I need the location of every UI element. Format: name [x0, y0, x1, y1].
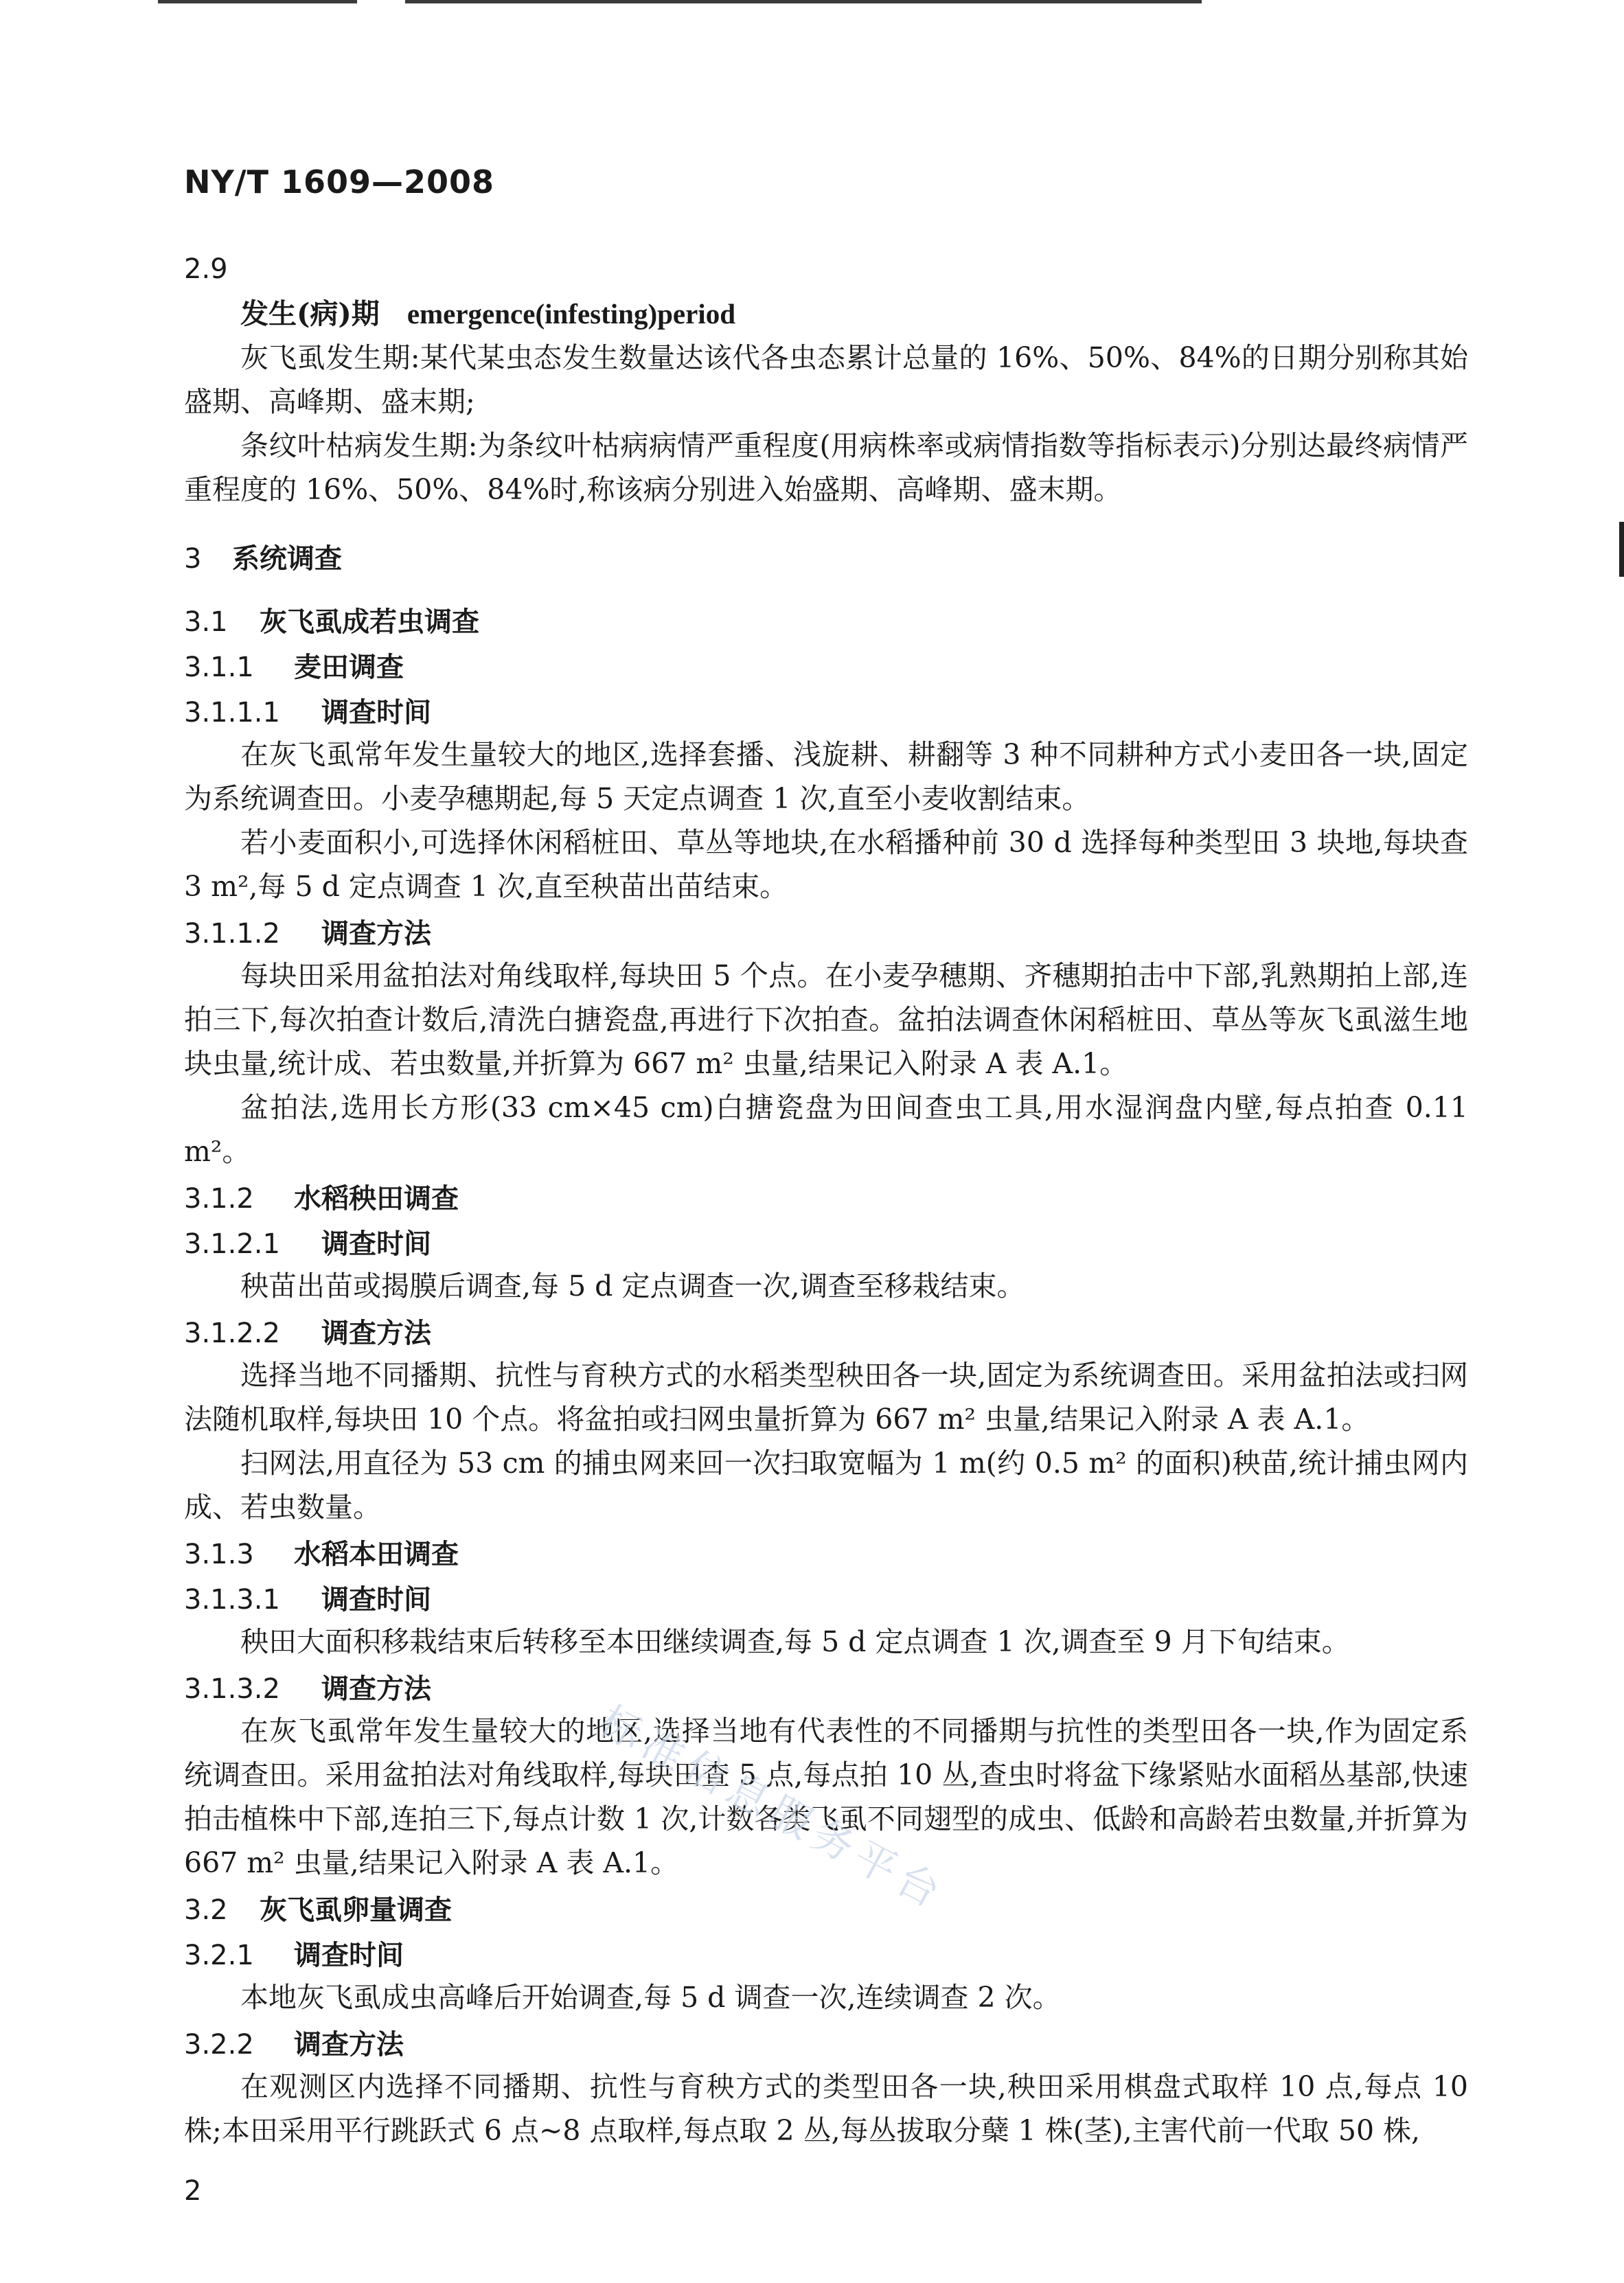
top-rule-right	[405, 0, 1202, 3]
paragraph: 选择当地不同播期、抗性与育秧方式的水稻类型秧田各一块,固定为系统调查田。采用盆拍法或扫网法随机取样,每块田 10 个点。将盆拍或扫网虫量折算为 667 m² 虫量,结果记入附录 A 表 A.1。	[184, 1359, 1468, 1436]
paragraph: 秧田大面积移栽结束后转移至本田继续调查,每 5 d 定点调查 1 次,调查至 9 月下旬结束。	[240, 1625, 1350, 1658]
paragraph: 若小麦面积小,可选择休闲稻桩田、草丛等地块,在水稻播种前 30 d 选择每种类型田 3 块地,每块查 3 m²,每 5 d 定点调查 1 次,直至秧苗出苗结束。	[184, 826, 1468, 903]
section-3-1-2-2-heading: 3.1.2.2 调查方法	[184, 1318, 431, 1349]
paragraph: 在灰飞虱常年发生量较大的地区,选择当地有代表性的不同播期与抗性的类型田各一块,作为固定系统调查田。采用盆拍法对角线取样,每块田查 5 点,每点拍 10 丛,查虫时将盆下缘紧贴水面稻丛基部,快速拍击植株中下部,连拍三下,每点计数 1 次,计数各类飞虱不同翅型的成虫、低龄和高龄若虫数量,并折算为 667 m² 虫量,结果记入附录 A 表 A.1。	[184, 1714, 1468, 1879]
section-3-1-3-heading: 3.1.3 水稻本田调查	[184, 1539, 459, 1570]
paragraph: 本地灰飞虱成虫高峰后开始调查,每 5 d 调查一次,连续调查 2 次。	[240, 1981, 1061, 2014]
section-3-1-1-1-heading: 3.1.1.1 调查时间	[184, 697, 431, 729]
paragraph: 扫网法,用直径为 53 cm 的捕虫网来回一次扫取宽幅为 1 m(约 0.5 m² 的面积)秧苗,统计捕虫网内成、若虫数量。	[184, 1447, 1468, 1524]
section-3-2-heading: 3.2 灰飞虱卵量调查	[184, 1894, 452, 1926]
section-3-1-3-1-heading: 3.1.3.1 调查时间	[184, 1584, 431, 1616]
section-3-1-heading: 3.1 灰飞虱成若虫调查	[184, 606, 479, 638]
paragraph: 条纹叶枯病发生期:为条纹叶枯病病情严重程度(用病株率或病情指数等指标表示)分别达最终病情严重程度的 16%、50%、84%时,称该病分别进入始盛期、高峰期、盛末期。	[184, 429, 1468, 506]
scan-edge-mark	[1619, 522, 1624, 577]
term-heading: 发生(病)期 emergence(infesting)period	[240, 297, 735, 330]
section-3-2-1-heading: 3.2.1 调查时间	[184, 1940, 404, 1971]
section-3-1-2-heading: 3.1.2 水稻秧田调查	[184, 1183, 459, 1215]
section-3-heading: 3 系统调查	[184, 543, 342, 575]
section-2-9-number: 2.9	[184, 253, 228, 285]
section-3-1-2-1-heading: 3.1.2.1 调查时间	[184, 1228, 431, 1260]
paragraph: 灰飞虱发生期:某代某虫态发生数量达该代各虫态累计总量的 16%、50%、84%的日期分别称其始盛期、高峰期、盛末期;	[184, 341, 1468, 418]
section-3-2-2-heading: 3.2.2 调查方法	[184, 2029, 404, 2061]
paragraph: 在灰飞虱常年发生量较大的地区,选择套播、浅旋耕、耕翻等 3 种不同耕种方式小麦田各一块,固定为系统调查田。小麦孕穗期起,每 5 天定点调查 1 次,直至小麦收割结束。	[184, 738, 1468, 815]
top-rule-left	[158, 0, 357, 3]
paragraph: 秧苗出苗或揭膜后调查,每 5 d 定点调查一次,调查至移栽结束。	[240, 1270, 1025, 1303]
paragraph: 盆拍法,选用长方形(33 cm×45 cm)白搪瓷盘为田间查虫工具,用水湿润盘内壁,每点拍查 0.11 m²。	[184, 1091, 1468, 1168]
paragraph: 每块田采用盆拍法对角线取样,每块田 5 个点。在小麦孕穗期、齐穗期拍击中下部,乳熟期拍上部,连拍三下,每次拍查计数后,清洗白搪瓷盘,再进行下次拍查。盆拍法调查休闲稻桩田、草丛等灰飞虱滋生地块虫量,统计成、若虫数量,并折算为 667 m² 虫量,结果记入附录 A 表 A.1。	[184, 959, 1468, 1080]
section-3-1-1-2-heading: 3.1.1.2 调查方法	[184, 918, 431, 950]
section-3-1-3-2-heading: 3.1.3.2 调查方法	[184, 1673, 431, 1705]
page-number: 2	[184, 2175, 202, 2207]
section-3-1-1-heading: 3.1.1 麦田调查	[184, 652, 404, 683]
paragraph: 在观测区内选择不同播期、抗性与育秧方式的类型田各一块,秧田采用棋盘式取样 10 点,每点 10 株;本田采用平行跳跃式 6 点~8 点取样,每点取 2 丛,每丛拔取分蘖 1 株(茎),主害代前一代取 50 株,	[184, 2070, 1468, 2147]
standard-code: NY/T 1609—2008	[184, 163, 495, 200]
watermark: 标准信息服务平台	[591, 1697, 954, 1920]
